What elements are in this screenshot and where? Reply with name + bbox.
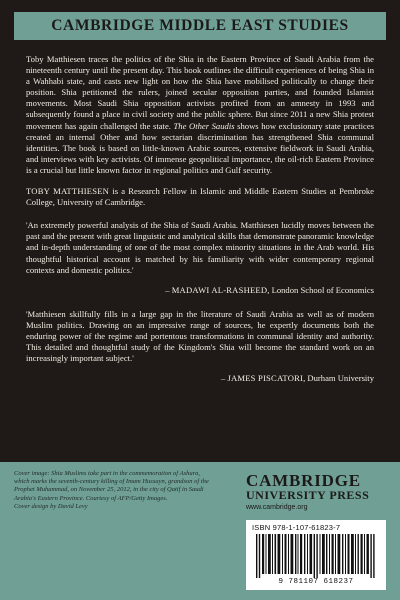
endorser-name: MADAWI AL-RASHEED — [171, 284, 268, 295]
endorsement-dash: – — [220, 373, 228, 384]
endorser-name: JAMES PISCATORI — [227, 373, 304, 384]
cover-design-credit: Cover design by David Levy — [14, 502, 88, 510]
author-bio-text: is a Research Fellow in Islamic and Middle Eastern Studies at Pembroke College, University of Cambridge. — [26, 186, 374, 208]
publisher-name: CAMBRIDGE — [246, 471, 361, 490]
cover-credit — [14, 470, 210, 511]
isbn-label: ISBN 978-1-107-61823-7 — [252, 523, 341, 532]
endorsement-attribution-1 — [26, 285, 374, 296]
book-title: The Other Saudis — [173, 120, 235, 131]
series-banner — [14, 12, 386, 40]
endorsement-quote-2: 'Matthiesen skillfully fills in a large gap in the literature of Saudi Arabia as well as of modern Muslim politics. Drawing on an impressive range of sources, he expertly documents both the enduring power of the regime and portentous transformations in communal identity and authority. This detailed and thoughtful study of the Kingdom's Shia will become the standard work on an increasingly important subject.' — [26, 308, 374, 364]
series-title: CAMBRIDGE MIDDLE EAST STUDIES — [51, 17, 349, 34]
publisher-subtitle: UNIVERSITY PRESS — [246, 488, 370, 502]
barcode-box — [246, 520, 386, 590]
blurb-part-1: Toby Matthiesen traces the politics of the Shia in the Eastern Province of Saudi Arabia from the nineteenth century until the present day. This book outlines the difficult experiences of being Shia in a Wahhabi state, and casts new light on how the Shia have mobilised politically to change their position. Shia petitioned the rulers, joined secular opposition parties, and founded Islamist movements. Most Saudi Shia opposition activists profited from an amnesty in 1993 and subsequently found a place in civil society and the public sphere. But since 2011 a new Shia protest movement has again challenged the state. — [26, 54, 374, 131]
endorser-affiliation: , Durham University — [303, 373, 374, 384]
publisher-logo — [246, 472, 386, 511]
cover-credit-text: Cover image: Shia Muslims take part in the commemoration of Ashura, which marks the seventh-century killing of Imam Hussayn, grandson of the Prophet Muhammad, on November 25, 2012, in the city of Qatif in Saudi Arabia's Eastern Province. Courtesy of AFP/Getty Images. — [14, 470, 209, 502]
endorsement-quote-1: 'An extremely powerful analysis of the Shia of Saudi Arabia. Matthiesen lucidly moves between the past and the present with great linguistic and analytical skills that demonstrate panoramic knowledge and in-depth understanding of one of the most complex minority situations in the Arab world. His thoughtful historical account is matched by his familiarity with wider contemporary regional contexts and domestic politics.' — [26, 220, 374, 275]
bottom-panel — [0, 462, 400, 600]
author-bio — [26, 186, 374, 208]
barcode-digits: 9 781107 618237 — [278, 578, 354, 586]
barcode-icon — [256, 534, 376, 578]
back-cover-text — [26, 54, 374, 397]
author-name: TOBY MATTHIESEN — [26, 186, 110, 197]
publisher-url: www.cambridge.org — [246, 504, 308, 511]
endorser-affiliation: , London School of Economics — [267, 284, 374, 295]
book-blurb — [26, 54, 374, 176]
blurb-part-2: shows how exclusionary state practices created an internal Other and how sectarian discrimination has strengthened Shia communal identities. The book is based on little-known Arabic sources, extensive fieldwork in Saudi Arabia, and interviews with key activists. Of immense geopolitical importance, the oil-rich Eastern Province is a crucial but little known factor in regional politics and Gulf security. — [26, 120, 374, 175]
endorsement-dash: – — [165, 284, 172, 295]
endorsement-attribution-2 — [26, 373, 374, 384]
